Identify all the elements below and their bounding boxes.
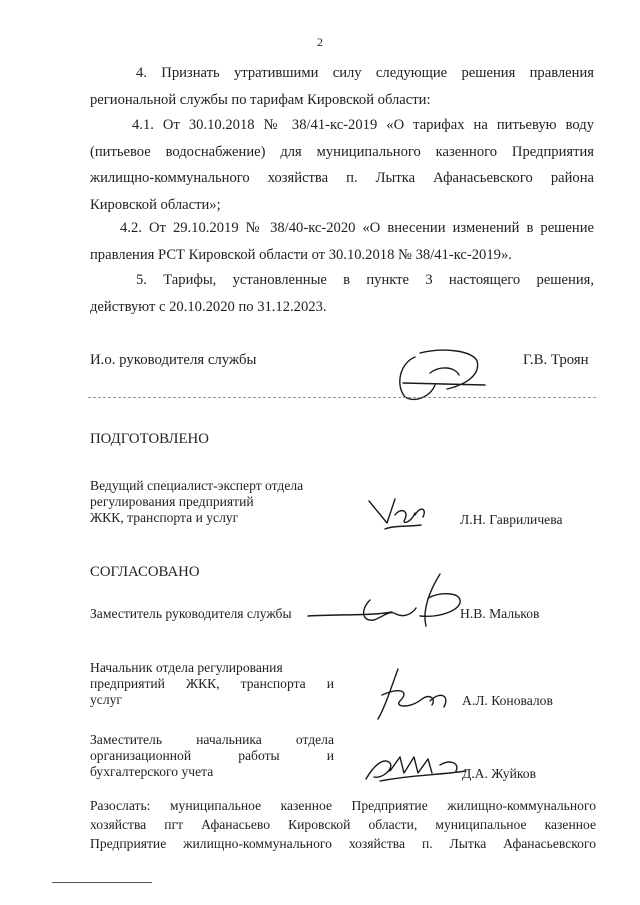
signer-2-position: [90, 660, 334, 708]
signer-1-name: Н.В. Мальков: [460, 606, 540, 621]
separator-line: [88, 397, 596, 398]
agreed-heading: СОГЛАСОВАНО: [90, 564, 200, 580]
signer-2-name: А.Л. Коновалов: [462, 693, 553, 708]
position-line: Начальник отдела регулирования: [90, 660, 283, 675]
paragraph-item-4-2: [90, 215, 594, 268]
prepared-heading: ПОДГОТОВЛЕНО: [90, 431, 209, 447]
position-line: Ведущий специалист-эксперт отдела: [90, 478, 304, 493]
distribution-line: хозяйства пгт Афанасьево Кировской области, муниципальное казенное: [90, 817, 596, 832]
paragraph-line: (питьевое водоснабжение) для муниципального казенного Предприятия: [90, 143, 594, 160]
position-line: регулирования предприятий: [90, 494, 254, 509]
position-line: ЖКК, транспорта и услуг: [90, 510, 239, 525]
paragraph-line: 4.2. От 29.10.2019 № 38/40-кс-2020 «О внесении изменений в решение: [120, 220, 594, 236]
prepared-signature-icon: [365, 495, 435, 535]
paragraph-line: региональной службы по тарифам Кировской области:: [90, 91, 431, 108]
paragraph-line: жилищно-коммунального хозяйства п. Лытка Афанасьевского района: [90, 170, 594, 186]
distribution-line: Разослать: муниципальное казенное Предприятие жилищно-коммунального: [90, 798, 596, 813]
paragraph-line: 4. Признать утратившими силу следующие решения правления: [136, 65, 594, 81]
prepared-name: Л.Н. Гавриличева: [460, 512, 563, 527]
footnote-rule: [52, 882, 152, 883]
paragraph-item-4: [90, 60, 594, 113]
page-number: 2: [317, 35, 323, 49]
paragraph-line: правления РСТ Кировской области от 30.10.2018 № 38/41-кс-2019».: [90, 246, 512, 263]
paragraph-line: действуют с 20.10.2020 по 31.12.2023.: [90, 298, 327, 315]
head-position: И.о. руководителя службы: [90, 352, 257, 368]
distribution-block: [90, 796, 596, 853]
distribution-line: Предприятие жилищно-коммунального хозяйства п. Лытка Афанасьевского: [90, 836, 596, 851]
head-name: Г.В. Троян: [523, 352, 589, 368]
paragraph-line: 4.1. От 30.10.2018 № 38/41-кс-2019 «О тарифах на питьевую воду: [132, 117, 594, 133]
signer-1-position: Заместитель руководителя службы: [90, 606, 292, 621]
position-line: бухгалтерского учета: [90, 764, 214, 779]
position-line: Заместитель начальника отдела: [90, 732, 334, 747]
signer-3-position: [90, 732, 334, 780]
position-line: организационной работы и: [90, 748, 334, 763]
paragraph-line: Кировской области»;: [90, 196, 221, 213]
position-line: предприятий ЖКК, транспорта и: [90, 676, 334, 691]
paragraph-item-5: [90, 267, 594, 320]
signer-1-signature-icon: [300, 570, 470, 630]
signer-2-signature-icon: [370, 665, 460, 725]
head-signature-icon: [385, 345, 495, 405]
paragraph-line: 5. Тарифы, установленные в пункте 3 настоящего решения,: [136, 272, 594, 288]
signer-3-name: Д.А. Жуйков: [462, 766, 537, 781]
paragraph-item-4-1: [90, 112, 594, 218]
prepared-position: [90, 478, 334, 526]
position-line: услуг: [90, 692, 122, 707]
signer-3-signature-icon: [360, 745, 470, 785]
